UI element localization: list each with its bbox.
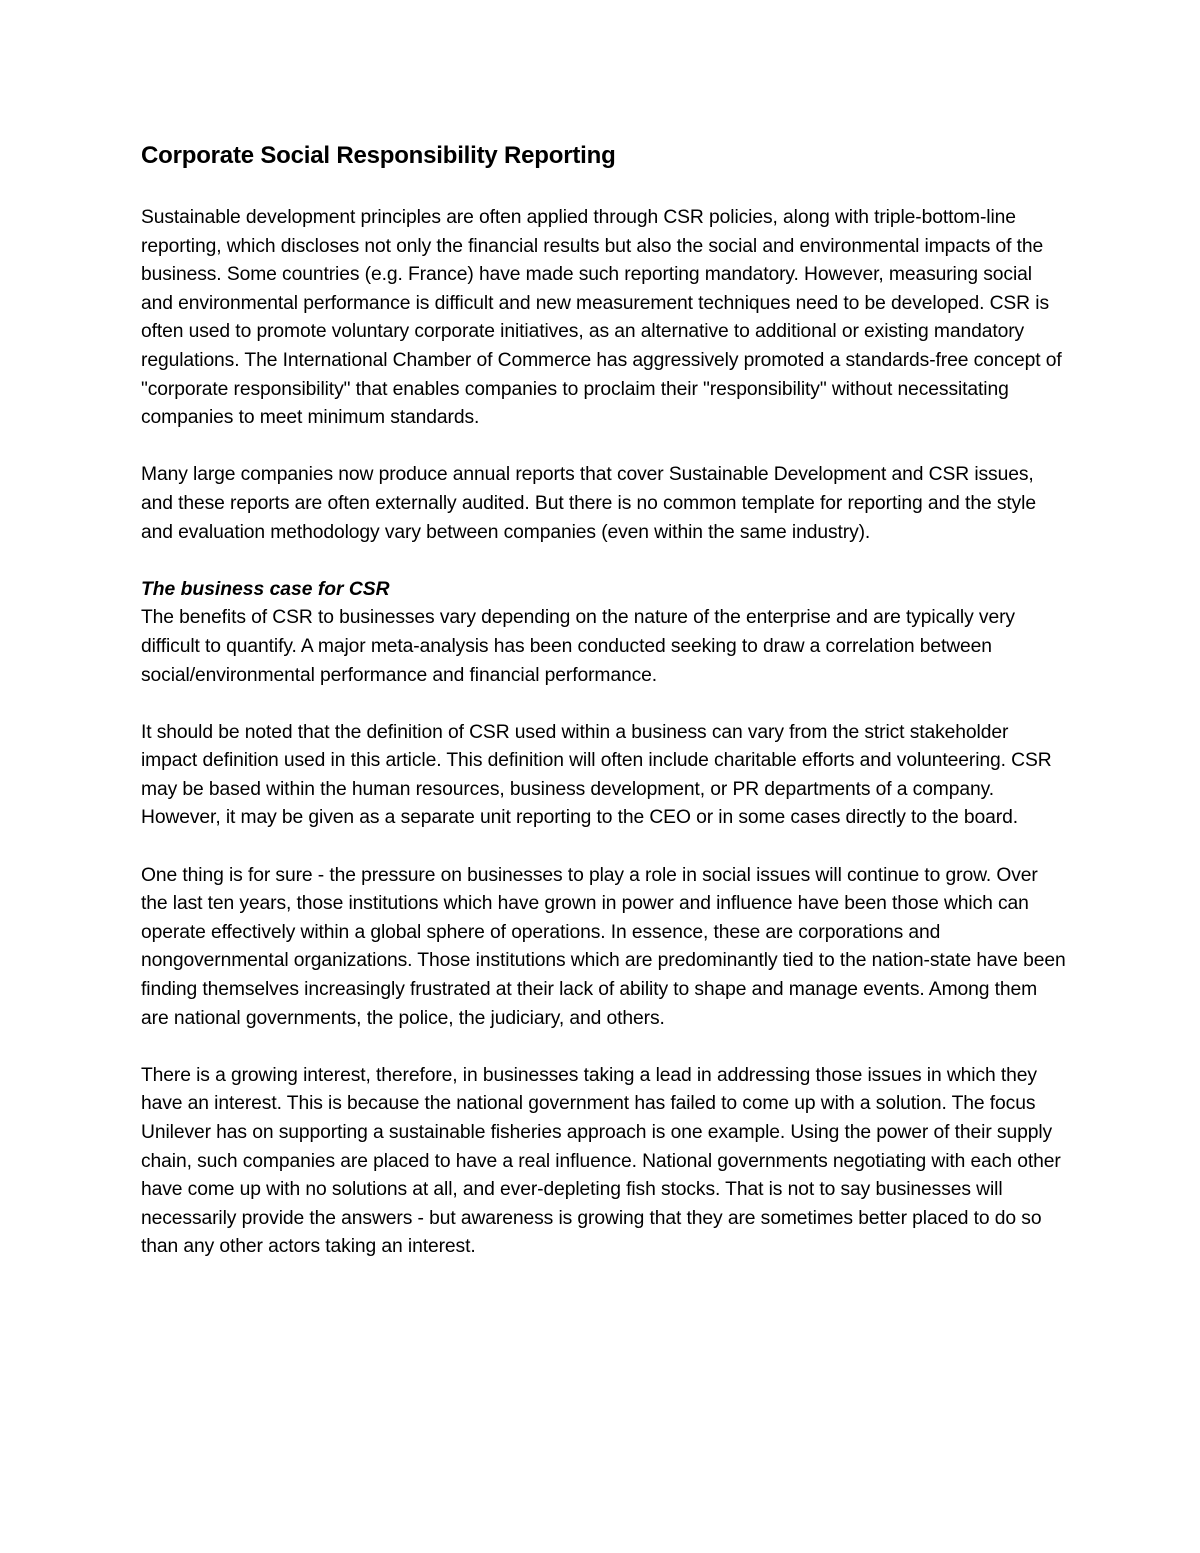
section-heading: The business case for CSR xyxy=(141,578,390,600)
paragraph-section-3: One thing is for sure - the pressure on businesses to play a role in social issues will continue to grow. Over the last ten years, those institutions which have grown in power and influence have been those which can operate effectively within a global sphere of operations. In essence, these are corporations and nongovernmental organizations. Those institutions which are predominantly tied to the nation-state have been finding themselves increasingly frustrated at their lack of ability to shape and manage events. Among them are national governments, the police, the judiciary, and others. xyxy=(141,864,1066,1029)
spacer xyxy=(141,1033,1066,1062)
document-title: Corporate Social Responsibility Reporting xyxy=(141,142,616,169)
spacer xyxy=(141,174,1066,204)
paragraph-section-4: There is a growing interest, therefore, in businesses taking a lead in addressing those issues in which they have an interest. This is because the national government has failed to come up with a solution. The focus Unilever has on supporting a sustainable fisheries approach is one example. Using the power of their supply chain, such companies are placed to have a real influence. National governments negotiating with each other have come up with no solutions at all, and ever-depleting fish stocks. That is not to say businesses will necessarily provide the answers - but awareness is growing that they are sometimes better placed to do so than any other actors taking an interest. xyxy=(141,1064,1061,1258)
paragraph-intro-1: Sustainable development principles are often applied through CSR policies, along with triple-bottom-line reporting, which discloses not only the financial results but also the social and environmental impacts of the business. Some countries (e.g. France) have made such reporting mandatory. However, measuring social and environmental performance is difficult and new measurement techniques need to be developed. CSR is often used to promote voluntary corporate initiatives, as an alternative to additional or existing mandatory regulations. The International Chamber of Commerce has aggressively promoted a standards-free concept of "corporate responsibility" that enables companies to proclaim their "responsibility" without necessitating companies to meet minimum standards. xyxy=(141,207,1062,429)
document-body xyxy=(141,138,1066,1262)
spacer xyxy=(141,547,1066,576)
spacer xyxy=(141,833,1066,862)
paragraph-section-2: It should be noted that the definition of CSR used within a business can vary from the strict stakeholder impact definition used in this article. This definition will often include charitable efforts and volunteering. CSR may be based within the human resources, business development, or PR departments of a company. However, it may be given as a separate unit reporting to the CEO or in some cases directly to the board. xyxy=(141,721,1052,829)
spacer xyxy=(141,690,1066,719)
paragraph-intro-2: Many large companies now produce annual reports that cover Sustainable Development and CSR issues, and these reports are often externally audited. But there is no common template for reporting and the style and evaluation methodology vary between companies (even within the same industry). xyxy=(141,464,1036,543)
spacer xyxy=(141,433,1066,462)
paragraph-section-1: The benefits of CSR to businesses vary depending on the nature of the enterprise and are typically very difficult to quantify. A major meta-analysis has been conducted seeking to draw a correlation between social/environmental performance and financial performance. xyxy=(141,607,1015,686)
